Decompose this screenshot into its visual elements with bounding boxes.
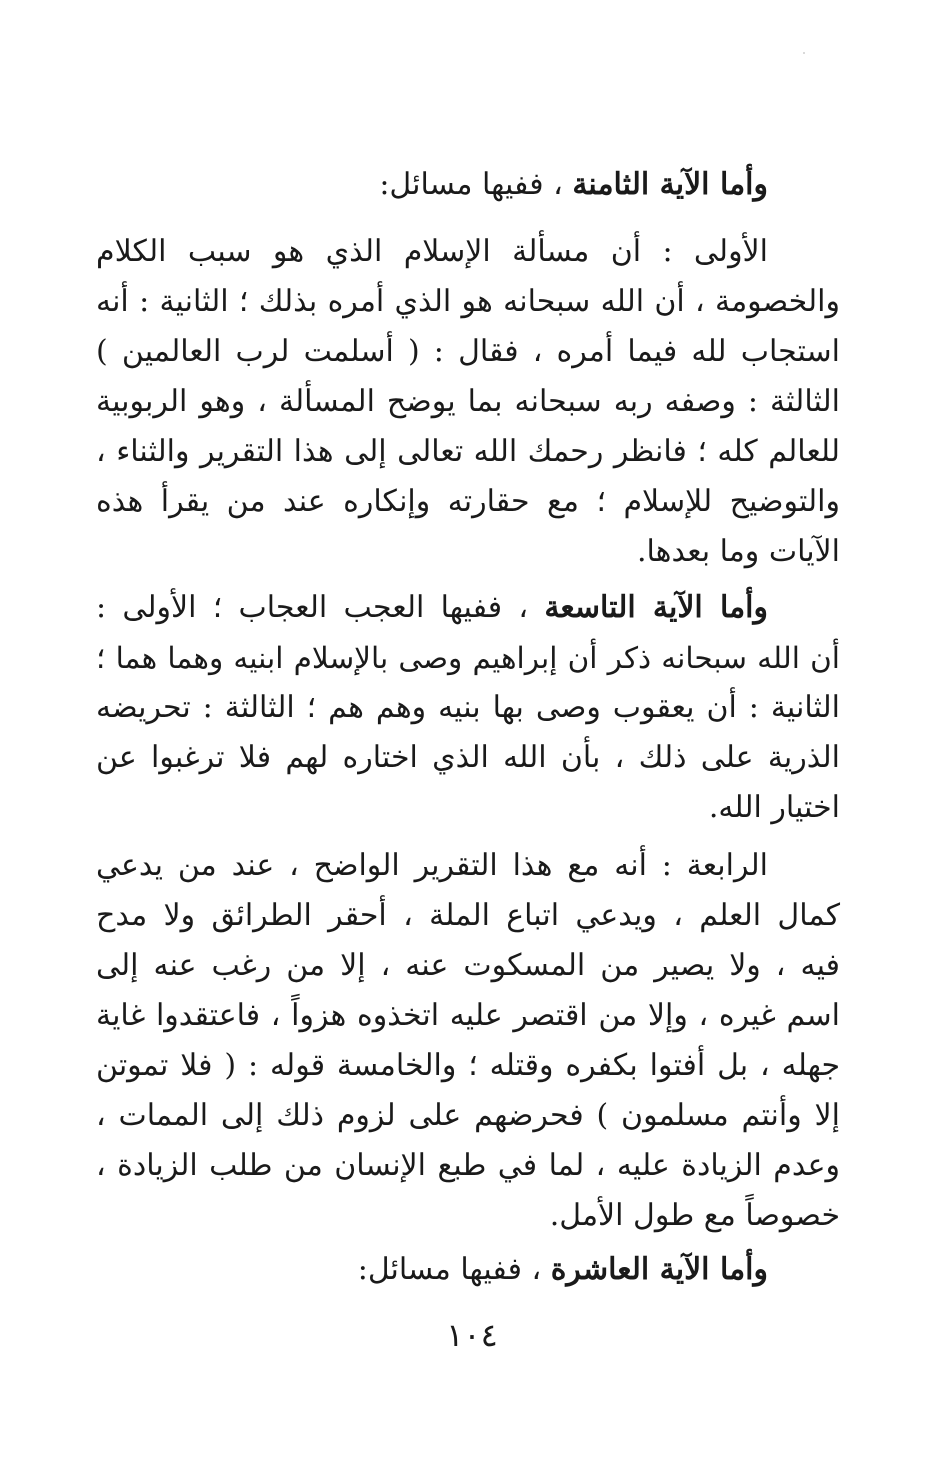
heading-ninth-verse-bold: وأما الآية التاسعة [544, 590, 768, 625]
paragraph-1-line-6: والتوضيح للإسلام ؛ مع حقارته وإنكاره عند من يقرأ هذه [96, 484, 840, 519]
paragraph-3-line-3: فيه ، ولا يصير من المسكوت عنه ، إلا من رغب عنه إلى [96, 948, 840, 983]
heading-ninth-verse-rest: ، ففيها العجب العجاب ؛ الأولى : [96, 590, 545, 625]
paragraph-3-line-4: اسم غيره ، وإلا من اقتصر عليه اتخذوه هزواً ، فاعتقدوا غاية [96, 998, 840, 1033]
paragraph-1-line-5: للعالم كله ؛ فانظر رحمك الله تعالى إلى هذا التقرير والثناء ، [96, 434, 840, 469]
heading-tenth-verse-bold: وأما الآية العاشرة [550, 1252, 768, 1287]
paragraph-3-line-7: وعدم الزيادة عليه ، لما في طبع الإنسان من طلب الزيادة ، [96, 1148, 840, 1183]
scan-speck [803, 52, 805, 54]
heading-tenth-verse [358, 1244, 768, 1296]
paragraph-3-line-2: كمال العلم ، ويدعي اتباع الملة ، أحقر الطرائق ولا مدح [96, 898, 840, 933]
paragraph-1-line-2: والخصومة ، أن الله سبحانه هو الذي أمره بذلك ؛ الثانية : أنه [96, 284, 840, 319]
heading-eighth-verse-rest: ، ففيها مسائل: [379, 167, 573, 202]
paragraph-3-line-5: جهله ، بل أفتوا بكفره وقتله ؛ والخامسة قوله : ( فلا تموتن [96, 1048, 840, 1083]
paragraph-1-line-4: الثالثة : وصفه ربه سبحانه بما يوضح المسألة ، وهو الربوبية [96, 384, 840, 419]
heading-eighth-verse-bold: وأما الآية الثامنة [572, 167, 768, 202]
paragraph-1-line-3: استجاب لله فيما أمره ، فقال : ( أسلمت لرب العالمين ) [96, 334, 840, 369]
heading-tenth-verse-rest: ، ففيها مسائل: [357, 1252, 551, 1287]
heading-eighth-verse [379, 159, 768, 211]
paragraph-2-line-4: اختيار الله. [708, 790, 840, 825]
paragraph-2-line-2: الثانية : أن يعقوب وصى بها بنيه وهم هم ؛ الثالثة : تحريضه [96, 690, 840, 725]
page-number: ١٠٤ [446, 1316, 498, 1354]
paragraph-2-line-1: أن الله سبحانه ذكر أن إبراهيم وصى بالإسلام ابنيه وهما هما ؛ [96, 641, 840, 675]
paragraph-3-line-6: إلا وأنتم مسلمون ) فحرضهم على لزوم ذلك إلى الممات ، [96, 1098, 840, 1133]
paragraph-1-line-1: الأولى : أن مسألة الإسلام الذي هو سبب الكلام [96, 234, 768, 269]
paragraph-3-line-1: الرابعة : أنه مع هذا التقرير الواضح ، عند من يدعي [96, 848, 768, 883]
paragraph-3-line-8: خصوصاً مع طول الأمل. [549, 1198, 840, 1233]
paragraph-2-line-3: الذرية على ذلك ، بأن الله الذي اختاره لهم فلا ترغبوا عن [96, 740, 840, 775]
paragraph-1-line-7: الآيات وما بعدها. [636, 534, 840, 569]
heading-ninth-verse [96, 582, 768, 634]
